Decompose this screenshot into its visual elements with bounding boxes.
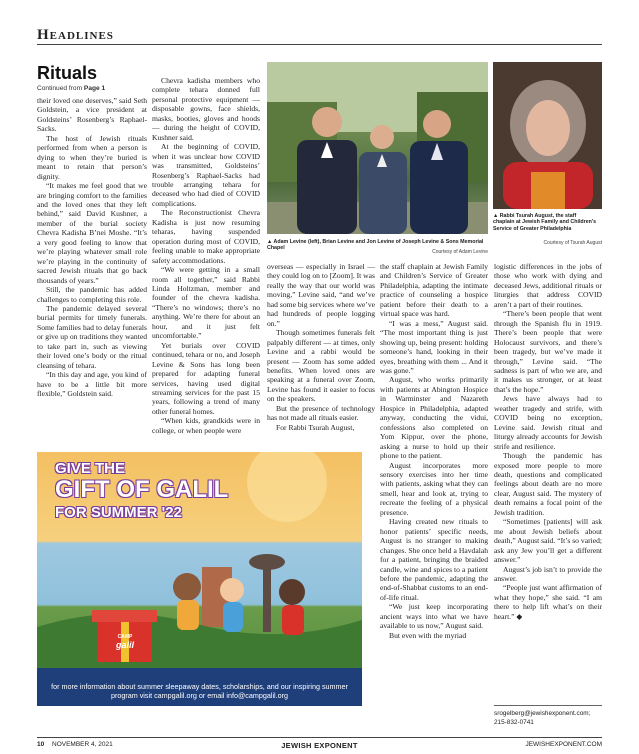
paragraph: August incorporates more sensory exercises into her time with patients, asking what they can smell, hear and look at, trying to recreate the feeling of a physical presence.: [380, 460, 488, 517]
paragraph: Chevra kadisha members who complete tehara donned full personal protective equipment — disposable gowns, face shields, masks, booties, gloves and hoods — during the height of COVID, Kushner said.: [152, 76, 260, 142]
paragraph: “There’s been people that went through the Spanish flu in 1919. There’s been people that were Holocaust survivors, and there’s been tragedy, but we’ve made it through,” Levine said. “The sadness is part of who we are, and it makes us stronger, or at least that’s the hope.”: [494, 309, 602, 394]
paragraph: their loved one deserves,” said Seth Goldstein, a vice president at Goldsteins’ Rosenberg’s Raphael-Sacks.: [37, 96, 147, 134]
contact-email[interactable]: srogelberg@jewishexponent.com;: [494, 710, 591, 717]
section-header: Headlines: [37, 27, 114, 43]
paragraph: “We were getting in a small room all together,” said Rabbi Linda Holtzman, member and founder of the chevra kadisha. “There’s no windows; there’s no anything. We’re there for about an hour, and it just felt uncomfortable.”: [152, 265, 260, 341]
page-number: 10: [37, 741, 45, 748]
photo-levine-brothers: [267, 62, 488, 234]
paragraph: Having created new rituals to honor patients’ specific needs, August is no stranger to making changes. She once held a Havdalah for a patient, bringing the braided candle, wine and spices to a patient before the pandemic, adapting the end-of-Shabbat customs to an end-of-life ritual.: [380, 517, 488, 602]
contact-rule: [494, 705, 602, 706]
camp-galil-ad[interactable]: [37, 452, 362, 706]
contact-phone: 215-832-0741: [494, 719, 534, 726]
photo1-credit: Courtesy of Adam Levine: [432, 249, 488, 255]
footer-rule: [37, 737, 602, 738]
issue-date: NOVEMBER 4, 2021: [52, 741, 113, 748]
paragraph: “I was a mess,” August said. “The most important thing is just showing up, being present: holding someone’s hand, looking in their eyes, breathing with them ... And it was gone.”: [380, 318, 488, 375]
article-title: Rituals: [37, 63, 98, 83]
paragraph: “In this day and age, you kind of have to be a little bit more flexible,” Goldstein said.: [37, 370, 147, 399]
paragraph: “It makes me feel good that we are bringing comfort to the families and the loved ones that they left behind,” said David Kushner, a member of the burial society Chevra Kadisha B’nei Moshe. “It’s a very good feeling to know that we’re playing whatever small role we’re playing in the continuity of sacred Jewish rituals that go back thousands of years.”: [37, 181, 147, 285]
camp-galil-logo: [107, 634, 143, 650]
paragraph: For Rabbi Tsurah August,: [276, 422, 355, 432]
ad-info-bar: [37, 668, 362, 706]
paragraph: overseas — especially in Israel — they could log on to [Zoom]. It was really the way that our world was moving,” Levine said, “and we’ve had some big services where we’ve had hundreds of people logging on.”: [267, 262, 375, 328]
ad-line2: GIFT OF GALIL: [55, 476, 229, 503]
ad-info-text[interactable]: for more information about summer sleepaway dates, scholarships, and our inspiring summer program visit campgalil.org or email info@campgalil.org: [51, 682, 348, 700]
paragraph: The Reconstructionist Chevra Kadisha is just now resuming teharas, having suspended operation during most of COVID, feeling unable to make appropriate safety accommodations.: [152, 208, 260, 265]
paragraph: The host of Jewish rituals performed from when a person is dying to when they’re buried is meant to retain that person’s dignity.: [37, 133, 147, 181]
paragraph: “We just keep incorporating ancient ways into what we have available to us now,” August said.: [380, 602, 488, 631]
caption-marker: ▲: [267, 239, 274, 245]
photo-illustration: [493, 62, 602, 209]
photo2-caption: ▲ Rabbi Tsurah August, the staff chaplain at Jewish Family and Children’s Service of Greater Philadelphia: [493, 213, 597, 232]
contact-info: [494, 709, 602, 727]
continued-line: Continued from Page 1: [37, 85, 106, 92]
paragraph: But the presence of technology has not made all rituals easier.: [267, 403, 375, 423]
column-2: [152, 76, 260, 435]
paragraph: August, who works primarily with patients at Abington Hospice in Warminster and Nazareth Hospice in Philadelphia, adapted anyway, conducting the vidui, confessions also completed on Yom Kippur, over the phone, asking a nurse to hold up their phone to the patient.: [380, 375, 488, 461]
column-3: [267, 262, 375, 432]
photo-rabbi-august: [493, 62, 602, 209]
header-rule: [37, 44, 602, 45]
logo-camp: CAMP: [117, 634, 133, 640]
paragraph: “Sometimes [patients] will ask me about Jewish beliefs about death,” August said. “It’s so varied; ask any Jew you’ll get a different answer.”: [494, 517, 602, 565]
caption-marker: ▲: [493, 213, 500, 219]
paragraph: Though sometimes funerals felt palpably different — at times, only Levine and a rabbi would be present — Zoom has some added benefits. When loved ones are speaking at a funeral over Zoom, Levine has found it easier to focus on the speakers.: [267, 328, 375, 404]
column-4: [380, 262, 488, 640]
paragraph: Still, the pandemic has added challenges to completing this role.: [37, 285, 147, 304]
paragraph: August’s job isn’t to provide the answer.: [494, 564, 602, 583]
paragraph: “People just want affirmation of what they hope,” she said. “I am there to help lift what’s on their heart.” ◆: [494, 583, 602, 621]
paragraph: logistic differences in the jobs of those who work with dying and deceased Jews, additional rituals or liturgies that address COVID aren’t a part of their routines.: [494, 262, 602, 309]
paragraph: At the beginning of COVID, when it was unclear how COVID was transmitted, Goldsteins’ Rosenberg’s Raphael-Sacks had trouble arranging tehara for deceased who had died of COVID complications.: [152, 142, 260, 208]
paragraph: the staff chaplain at Jewish Family and Children’s Service of Greater Philadelphia, adapting the intimate practice of counseling a hospice patient before their death to a virtual space was hard.: [380, 262, 488, 319]
website: JEWISHEXPONENT.COM: [525, 741, 602, 748]
paragraph: Jews have always had to weather tragedy and strife, with COVID being no exception, Levine said. Jewish ritual and liturgy already accounts for Jewish strife and resilience.: [494, 394, 602, 451]
photo2-credit: Courtesy of Tsurah August: [543, 240, 602, 246]
paragraph: Yet burials over COVID continued, tehara or no, and Joseph Levine & Sons has long been prepared for adapting funeral services, having used digital streaming services for the past 15 years, following a trend of many other funeral homes.: [152, 340, 260, 416]
ad-line1: GIVE THE: [55, 460, 126, 477]
logo-galil: galil: [115, 640, 134, 650]
photo-illustration: [267, 62, 488, 234]
paragraph: Though the pandemic has exposed more people to more death, questions and complicated feelings about death are no more clear, August said. The mystery of death remains a focal point of the Jewish tradition.: [494, 451, 602, 517]
column-1: [37, 96, 147, 399]
paragraph: The pandemic delayed several burial permits for timely funerals. Some families had to delay funerals or give up on traditions they wanted to take part in, such as viewing their loved one’s body or the ritual cleansing of tehara.: [37, 303, 147, 370]
publication-name: JEWISH EXPONENT: [281, 741, 358, 750]
photo1-caption: ▲ Adam Levine (left), Brian Levine and Jon Levine of Joseph Levine & Sons Memorial Chapel: [267, 239, 484, 252]
column-5: [494, 262, 602, 621]
paragraph: But even with the myriad: [389, 630, 467, 640]
paragraph: “When kids, grandkids were in college, or when people were: [152, 416, 260, 435]
ad-line3: FOR SUMMER '22: [55, 504, 182, 521]
